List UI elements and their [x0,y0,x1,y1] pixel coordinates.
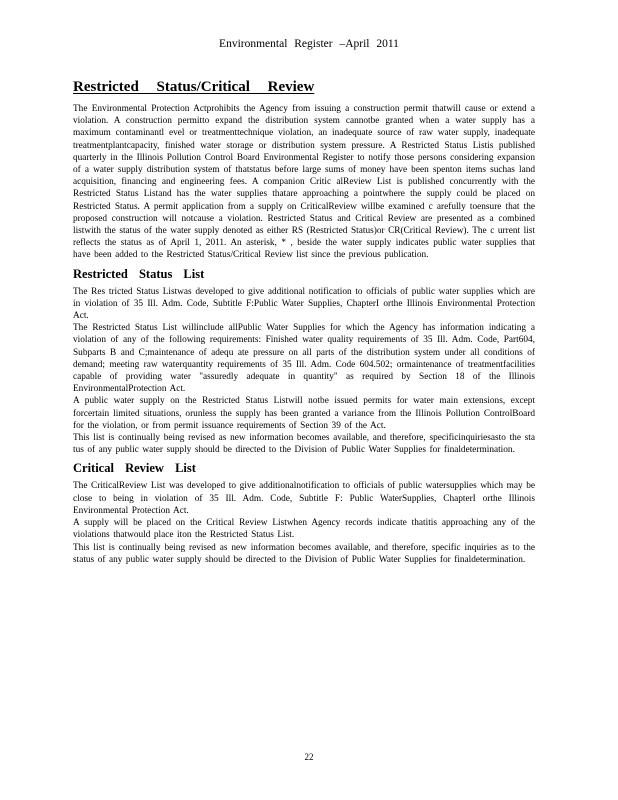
page-number: 22 [304,752,314,762]
paragraph: The Restricted Status List willinclude allPublic Water Supplies for which the Agency has information indicating a violation of any of the following requirements: Finished water quality requirements of 35 Ill. Adm. Code, Part604, Subparts B and C;maintenance of adequ ate pressure on all parts of the distribution system under all conditions of demand; meeting raw waterquantity requirements of 35 Ill. Adm. Code 604.502; ormaintenance of treatmentfacilities capable of providing water "assuredly adequate in quantity" as required by Section 18 of the Illinois EnvironmentalProtection Act. [73,323,535,395]
paragraph: This list is continually being revised as new information becomes available, and therefore, specific inquiries as to the status of any public water supply should be directed to the Division of Public Water Supplies for finaldetermination. [73,542,535,565]
section-heading: Restricted Status List [73,266,205,281]
page-content [73,78,535,566]
paragraph: A public water supply on the Restricted Status Listwill notbe issued permits for water main extensions, except forcertain limited situations, orunless the supply has been granted a variance from the Illinois Pollution ControlBoard for the violation, or from permit issuance requirements of Section 39 of the Act. [73,396,535,431]
paragraph: This list is continually being revised as new information becomes available, and therefore, specificinquiriesasto the sta tus of any public water supply should be directed to the Division of Public Water Supplies for finaldetermination. [73,433,535,456]
paragraph: The Res tricted Status Listwas developed to give additional notification to officials of public water supplies which are in violation of 35 Ill. Adm. Code, Subtitle F:Public Water Supplies, ChapterI orthe Illinois Environmental Protection Act. [73,286,535,322]
paragraph: The CriticalReview List was developed to give additionalnotification to officials of public watersupplies which may be close to being in violation of 35 Ill. Adm. Code, Subtitle F: Public WaterSupplies, ChapterI orthe Illinois Environmental Protection Act. [73,481,535,516]
section-heading: Critical Review List [73,461,196,476]
section-restricted-status-list [73,267,535,457]
section-critical-review-list [73,461,535,565]
paragraph: A supply will be placed on the Critical Review Listwhen Agency records indicate thatitis approaching any of the violations thatwould place iton the Restricted Status List. [73,518,535,541]
page-title: Restricted Status/Critical Review [73,79,315,95]
running-header: Environmental Register –April 2011 [219,38,399,50]
intro-paragraph: The Environmental Protection Actprohibits the Agency from issuing a construction permit thatwill cause or extend a violation. A construction permitto expand the distribution system cannotbe granted when a water supply has a maximum contaminantl evel or treatmenttechnique violation, an inadequate source of raw water supply, inadequate treatmentplantcapacity, finished water storage or distribution system pressure. A Restricted Status Listis published quarterly in the Illinois Pollution Control Board Environmental Register to notify those persons considering expansion of a water supply distribution system of thatstatus before large sums of money have been spenton items suchas land acquisition, financing and engineering fees. A companion Critic alReview List is published concurrently with the Restricted Status Listand has the water supplies thatare approaching a pointwhere the supply could be placed on Restricted Status. A permit application from a supply on CriticalReview willbe examined c arefully toensure that the proposed construction will notcause a violation. Restricted Status and Critical Review are presented as a combined listwith the status of the water supply denoted as either RS (Restricted Status)or CR(Critical Review). The c urrent list reflects the status as of April 1, 2011. An asterisk, * , beside the water supply indicates public water supplies that have been added to the Restricted Status/Critical Review list since the previous publication. [73,104,535,261]
